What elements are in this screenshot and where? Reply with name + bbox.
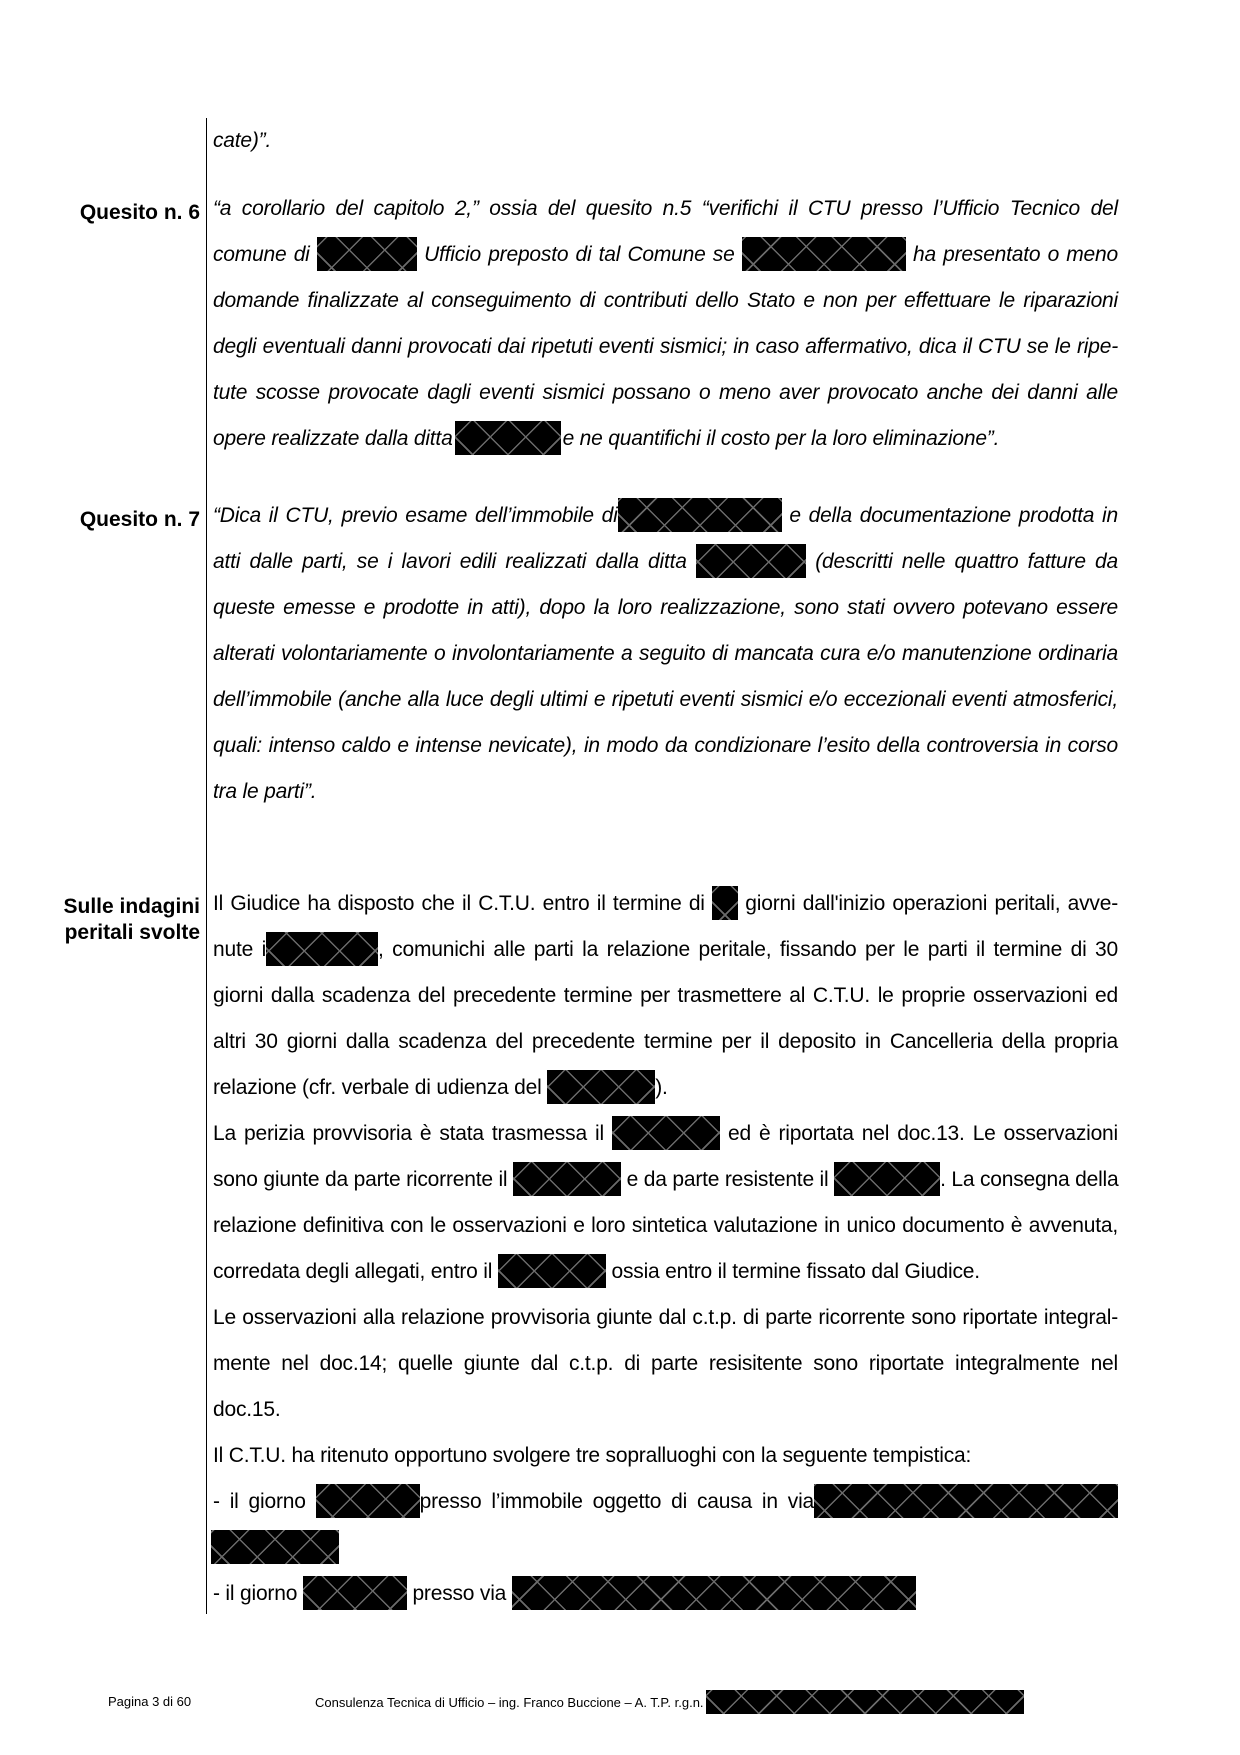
redaction-block	[547, 1070, 655, 1104]
text-line: - il giorno presso via	[213, 1571, 1118, 1617]
text-line: doc.15.	[213, 1398, 281, 1421]
section-label-quesito-7: Quesito n. 7	[79, 508, 200, 531]
redaction-block	[303, 1576, 407, 1610]
redaction-block	[498, 1254, 606, 1288]
text-line: tute scosse provocate dagli eventi sismici possano o meno aver provocato anche dei danni alle	[213, 381, 1118, 404]
text-line: altri 30 giorni dalla scadenza del precedente termine per il deposito in Cancelleria della propria	[213, 1030, 1118, 1053]
text-line: giorni dalla scadenza del precedente termine per trasmettere al C.T.U. le proprie osservazioni ed	[213, 984, 1118, 1007]
text-line: domande finalizzate al conseguimento di contributi dello Stato e non per effettuare le riparazioni	[213, 289, 1118, 312]
text-line: alterati volontariamente o involontariamente a seguito di mancata cura e/o manutenzione ordinaria	[213, 642, 1118, 665]
redaction-block	[706, 1690, 1024, 1714]
text-line: relazione (cfr. verbale di udienza del ).	[213, 1065, 1118, 1111]
redaction-block	[712, 886, 738, 920]
text-line: corredata degli allegati, entro il ossia entro il termine fissato dal Giudice.	[213, 1249, 1118, 1295]
text-line: “Dica il CTU, previo esame dell’immobile di e della documentazione prodotta in	[213, 493, 1118, 539]
redaction-block	[513, 1162, 621, 1196]
margin-rule	[206, 118, 207, 1614]
text-line: Il C.T.U. ha ritenuto opportuno svolgere tre sopralluoghi con la seguente tempistica:	[213, 1444, 972, 1467]
redaction-block	[834, 1162, 940, 1196]
redaction-block	[211, 1530, 339, 1564]
redaction-block	[455, 421, 561, 455]
text-line: opere realizzate dalla ditta e ne quantifichi il costo per la loro eliminazione”.	[213, 416, 1118, 462]
section-label-indagini: Sulle indagini peritali svolte	[63, 895, 200, 944]
section-label-quesito-6: Quesito n. 6	[79, 201, 200, 224]
text-line: La perizia provvisoria è stata trasmessa il ed è riportata nel doc.13. Le osservazioni	[213, 1111, 1118, 1157]
text-line: comune di Ufficio preposto di tal Comune se ha presentato o meno	[213, 232, 1118, 278]
text-line: dell’immobile (anche alla luce degli ultimi e ripetuti eventi sismici e/o eccezionali eventi atmosferici,	[213, 688, 1118, 711]
text-line: - il giorno presso l’immobile oggetto di causa in via	[213, 1479, 1118, 1525]
footer-page-number: Pagina 3 di 60	[108, 1694, 192, 1709]
text-line	[213, 1525, 1118, 1571]
redaction-block	[316, 1484, 420, 1518]
redaction-block	[618, 498, 782, 532]
text-line: degli eventuali danni provocati dai ripetuti eventi sismici; in caso affermativo, dica il CTU se le ripe-	[213, 335, 1118, 358]
redaction-block	[317, 237, 417, 271]
text-line: cate)”.	[213, 129, 272, 152]
text-line: “a corollario del capitolo 2,” ossia del quesito n.5 “verifichi il CTU presso l’Ufficio Tecnico del	[213, 197, 1118, 220]
text-line: tra le parti”.	[213, 780, 317, 803]
redaction-block	[266, 932, 378, 966]
text-line: Il Giudice ha disposto che il C.T.U. entro il termine di giorni dall'inizio operazioni peritali, avve-	[213, 881, 1118, 927]
text-line: quali: intenso caldo e intense nevicate), in modo da condizionare l’esito della controversia in corso	[213, 734, 1118, 757]
footer-text: Consulenza Tecnica di Ufficio – ing. Franco Buccione – A. T.P. r.g.n.	[315, 1690, 1024, 1715]
text-line: relazione definitiva con le osservazioni e loro sintetica valutazione in unico documento è avvenuta,	[213, 1214, 1118, 1237]
redaction-block	[742, 237, 906, 271]
text-line: sono giunte da parte ricorrente il e da parte resistente il . La consegna della	[213, 1157, 1118, 1203]
text-line: nute i , comunichi alle parti la relazione peritale, fissando per le parti il termine di 30	[213, 927, 1118, 973]
text-line: queste emesse e prodotte in atti), dopo la loro realizzazione, sono stati ovvero potevano essere	[213, 596, 1118, 619]
redaction-block	[696, 544, 806, 578]
text-line: Le osservazioni alla relazione provvisoria giunte dal c.t.p. di parte ricorrente sono riportate integral-	[213, 1306, 1118, 1329]
text-line: atti dalle parti, se i lavori edili realizzati dalla ditta (descritti nelle quattro fatture da	[213, 539, 1118, 585]
redaction-block	[512, 1576, 916, 1610]
text-line: mente nel doc.14; quelle giunte dal c.t.p. di parte resisitente sono riportate integralmente nel	[213, 1352, 1118, 1375]
redaction-block	[612, 1116, 720, 1150]
redaction-block	[814, 1484, 1118, 1518]
